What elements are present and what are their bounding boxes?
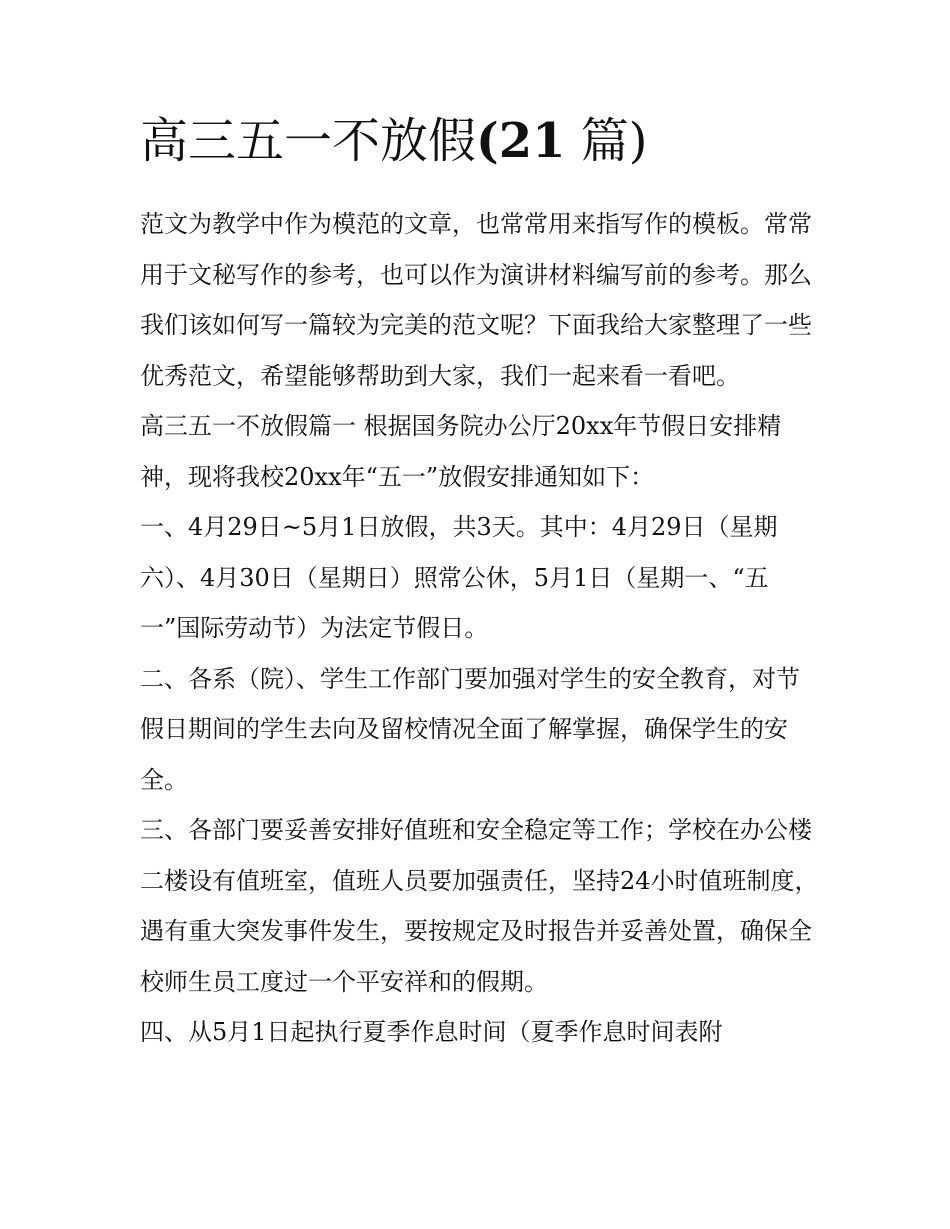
item-3-paragraph: 三、各部门要妥善安排好值班和安全稳定等工作；学校在办公楼二楼设有值班室，值班人员要加强责任，坚持24小时值班制度，遇有重大突发事件发生，要按规定及时报告并妥善处置，确保全校师生员工度过一个平安祥和的假期。	[140, 816, 819, 996]
item-4-paragraph: 四、从5月1日起执行夏季作息时间（夏季作息时间表附	[140, 1018, 723, 1046]
item-2-paragraph: 二、各系（院）、学生工作部门要加强对学生的安全教育，对节假日期间的学生去向及留校情况全面了解掌握，确保学生的安全。	[140, 664, 800, 794]
intro-paragraph: 范文为教学中作为模范的文章，也常常用来指写作的模板。常常用于文秘写作的参考，也可以作为演讲材料编写前的参考。那么我们该如何写一篇较为完美的范文呢？下面我给大家整理了一些优秀范文，希望能够帮助到大家，我们一起来看一看吧。	[140, 210, 812, 390]
title-count: (21	[476, 113, 566, 169]
document-body	[140, 199, 820, 1058]
item-1-paragraph: 一、4月29日~5月1日放假，共3天。其中：4月29日（星期六）、4月30日（星期日）照常公休，5月1日（星期一、“五一”国际劳动节）为法定节假日。	[140, 513, 778, 642]
title-text: 高三五一不放假	[140, 113, 477, 169]
title-suffix: 篇)	[580, 113, 648, 169]
document-title	[140, 113, 648, 171]
notice-paragraph: 高三五一不放假篇一 根据国务院办公厅20xx年节假日安排精神，现将我校20xx年“五一”放假安排通知如下：	[140, 412, 782, 491]
